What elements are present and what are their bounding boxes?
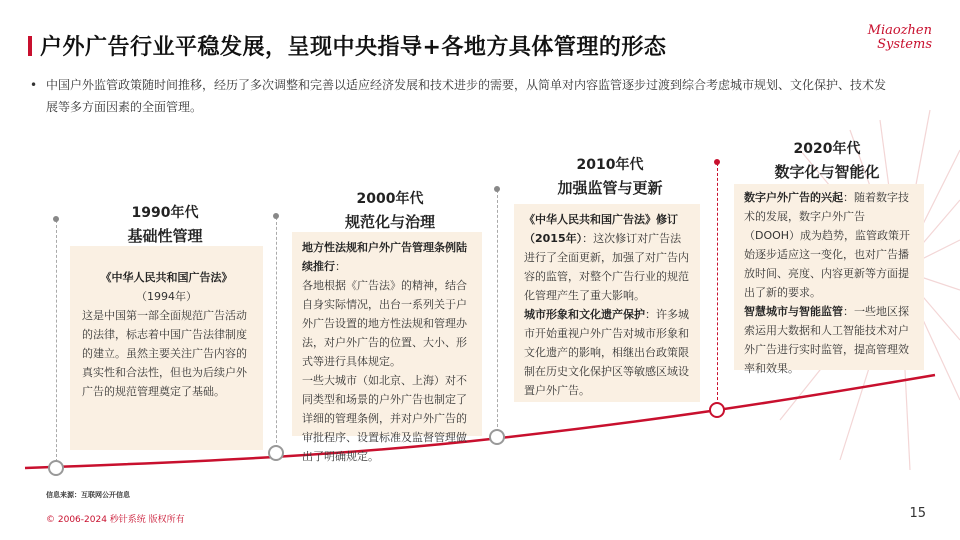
intro-text: 中国户外监管政策随时间推移，经历了多次调整和完善以适应经济发展和技术进步的需要，从简单对内容监管逐步过渡到综合考虑城市规划、文化保护、技术发展等多方面因素的全面管理。	[46, 78, 887, 114]
era-year: 2000年代	[356, 191, 424, 207]
era-theme: 基础性管理	[127, 227, 203, 245]
card-bold-text: 地方性法规和户外广告管理条例陆续推行	[302, 241, 467, 273]
era-card-2010s	[514, 204, 700, 402]
card-text: 各地根据《广告法》的精神，结合自身实际情况，出台一系列关于户外广告设置的地方性法规和管理办法，对户外广告的位置、大小、形式等进行具体规定。	[302, 279, 467, 368]
timeline-node-2020s	[709, 402, 725, 418]
era-card-1990s	[70, 246, 263, 450]
bullet-marker: •	[30, 78, 38, 92]
page-title: 户外广告行业平稳发展，呈现中央指导+各地方具体管理的形态	[40, 35, 667, 60]
card-text: ：随着数字技术的发展，数字户外广告（DOOH）成为趋势，监管政策开始逐步适应这一变化，也对广告播放时间、亮度、内容更新等方面提出了新的要求。	[744, 191, 911, 299]
timeline-node-2000s	[268, 445, 284, 461]
company-logo	[868, 24, 932, 52]
era-theme: 规范化与治理	[344, 213, 435, 231]
title-accent-bar	[28, 36, 32, 56]
copyright-text: © 2006-2024 秒针系统 版权所有	[46, 515, 185, 525]
card-bold-text: 数字户外广告的兴起	[744, 191, 843, 204]
card-text: ：一些地区探索运用大数据和人工智能技术对户外广告进行实时监管，提高管理效率和效果。	[744, 305, 909, 375]
era-theme: 数字化与智能化	[774, 163, 880, 181]
card-bold-text: 城市形象和文化遗产保护	[524, 308, 645, 321]
card-bold-text: 《中华人民共和国广告法》	[100, 271, 233, 284]
era-connector-line	[276, 217, 277, 448]
era-year: 2010年代	[576, 157, 644, 173]
logo-line-2: Systems	[877, 37, 932, 52]
era-card-2000s	[292, 232, 482, 463]
era-marker-dot	[273, 213, 279, 219]
era-card-2020s	[734, 184, 924, 375]
era-heading-2000s	[285, 188, 495, 234]
page-number: 15	[909, 506, 926, 521]
era-connector-line	[56, 220, 57, 462]
era-year: 2020年代	[793, 141, 861, 157]
era-connector-line	[717, 163, 718, 400]
era-connector-line	[497, 190, 498, 432]
card-text: ：许多城市开始重视户外广告对城市形象和文化遗产的影响，相继出台政策限制在历史文化保护区等敏感区域设置户外广告。	[524, 308, 689, 397]
era-marker-dot	[714, 159, 720, 165]
card-text: ：这次修订对广告法进行了全面更新，加强了对广告内容的监管，对整个广告行业的规范化管理产生了重大影响。	[524, 232, 689, 302]
card-bold-text: 《中华人民共和国广告法》修订（2015年）	[524, 213, 678, 245]
era-heading-1990s	[60, 202, 270, 248]
card-text: ：	[335, 260, 346, 273]
source-note: 信息来源：互联网公开信息	[46, 491, 130, 499]
era-heading-2010s	[505, 154, 715, 200]
timeline-node-1990s	[48, 460, 64, 476]
card-text: 这是中国第一部全面规范广告活动的法律，标志着中国广告法律制度的建立。虽然主要关注广告内容的真实性和合法性，但也为后续户外广告的规范管理奠定了基础。	[82, 309, 247, 398]
logo-line-1: Miaozhen	[867, 23, 932, 38]
era-marker-dot	[494, 186, 500, 192]
timeline-node-2010s	[489, 429, 505, 445]
card-bold-text: 智慧城市与智能监管	[744, 305, 843, 318]
card-text: （1994年）	[136, 290, 197, 303]
era-heading-2020s	[722, 138, 932, 184]
era-year: 1990年代	[131, 205, 199, 221]
card-text: 一些大城市（如北京、上海）对不同类型和场景的户外广告也制定了详细的管理条例，并对户外广告的审批程序、设置标准及监督管理做出了明确规定。	[302, 374, 467, 463]
era-marker-dot	[53, 216, 59, 222]
era-theme: 加强监管与更新	[557, 179, 663, 197]
